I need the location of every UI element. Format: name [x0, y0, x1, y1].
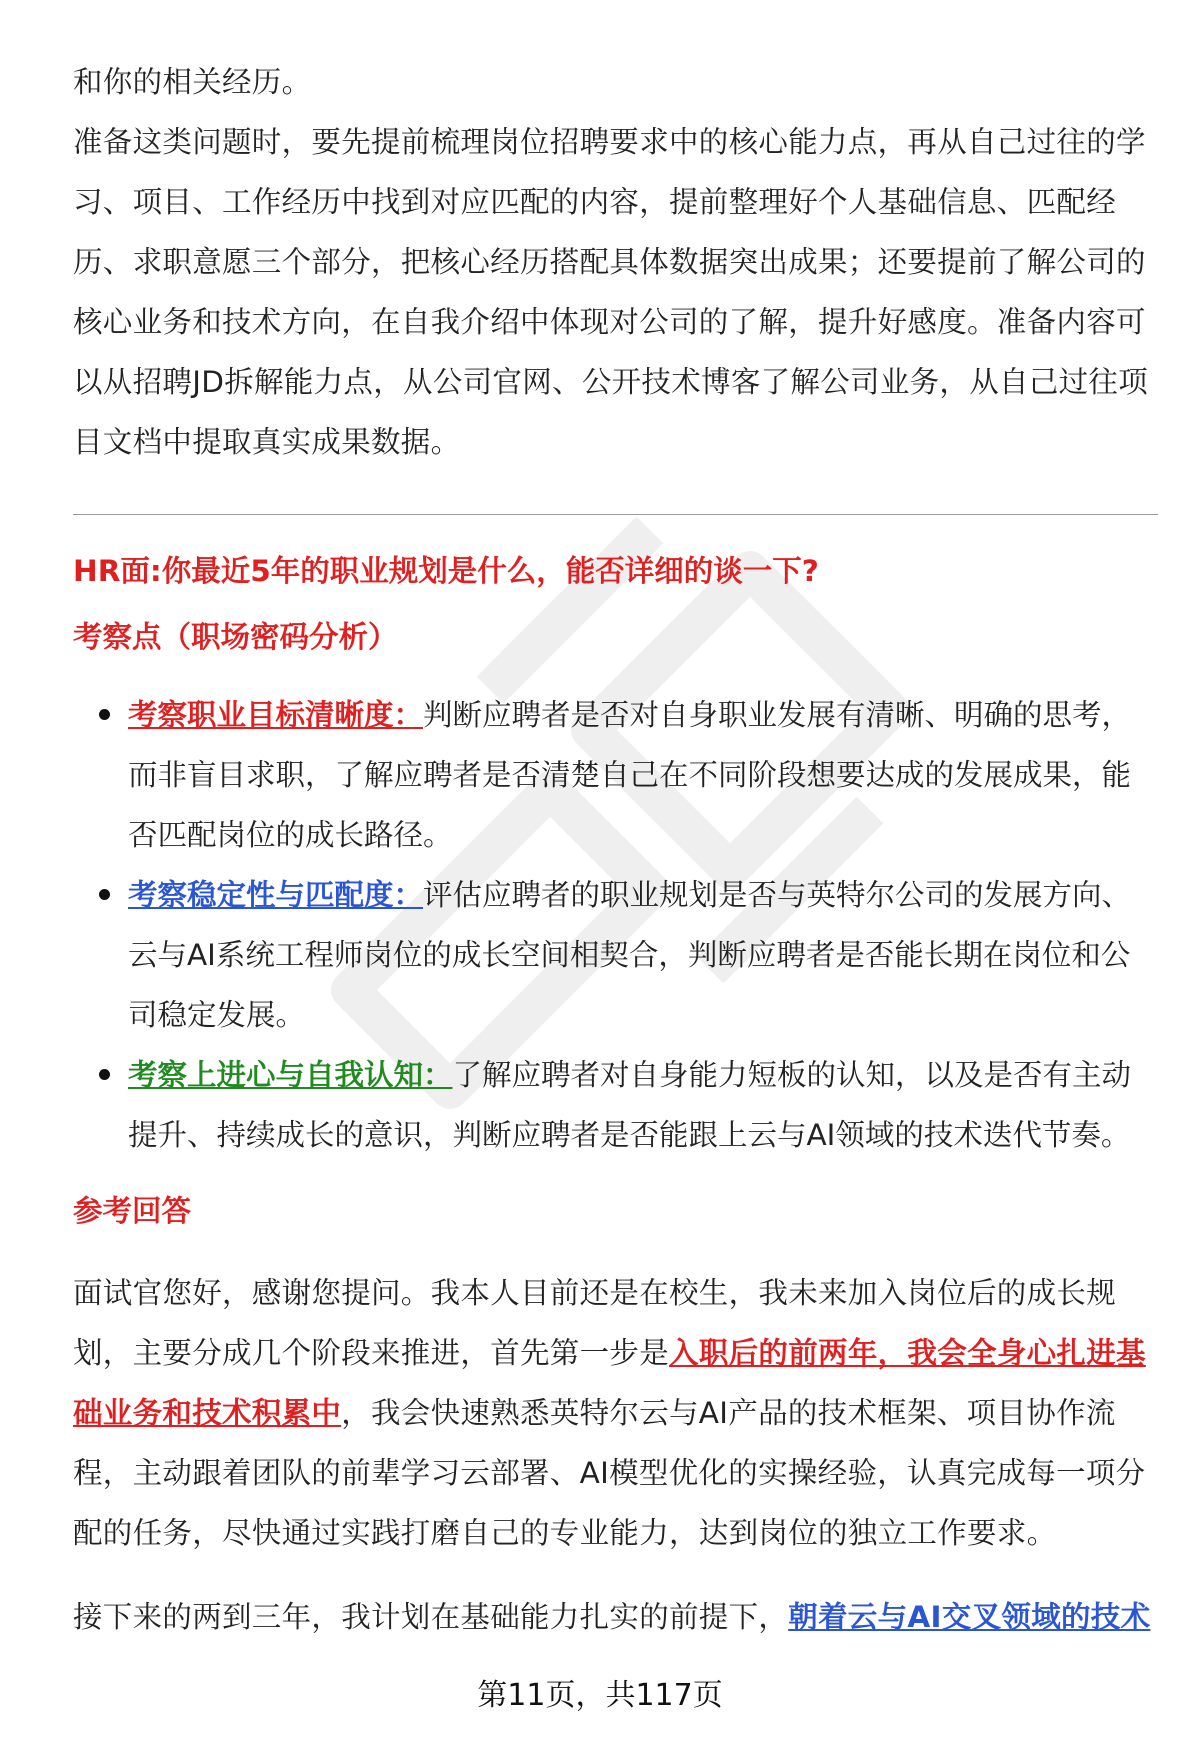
page-number-footer: 第11页，共117页 — [477, 1678, 723, 1713]
assessment-heading: 考察点（职场密码分析） — [73, 620, 398, 654]
point-text: 评估应聘者的职业规划是否与英特尔公司的发展方向、云与AI系统工程师岗位的成长空间相契合，判断应聘者是否能长期在岗位和公司稳定发展。 — [128, 878, 1132, 1032]
assessment-point — [128, 865, 1158, 1045]
intro-continuation: 和你的相关经历。 — [73, 65, 312, 99]
bullet-icon — [99, 889, 110, 900]
bullet-icon — [99, 709, 110, 720]
answer-paragraph-2 — [73, 1587, 1158, 1647]
assessment-point — [128, 685, 1158, 865]
point-key-motivation: 考察上进心与自我认知： — [128, 1058, 453, 1092]
document-page — [73, 52, 1158, 1647]
answer-highlight-blue: 朝着云与AI交叉领域的技术 — [788, 1600, 1151, 1634]
answer-text: ，我会快速熟悉英特尔云与AI产品的技术框架、项目协作流程，主动跟着团队的前辈学习云部署、AI模型优化的实操经验，认真完成每一项分配的任务，尽快通过实践打磨自己的专业能力，达到岗位的独立工作要求。 — [73, 1396, 1146, 1550]
point-text: 判断应聘者是否对自身职业发展有清晰、明确的思考，而非盲目求职，了解应聘者是否清楚自己在不同阶段想要达成的发展成果，能否匹配岗位的成长路径。 — [128, 698, 1132, 852]
answer-text: 面试官您好，感谢您提问。我本人目前还是在校生，我未来加入岗位后的成长规划，主要分成几个阶段来推进，首先第一步是 — [73, 1276, 1117, 1370]
reference-heading: 参考回答 — [73, 1194, 192, 1228]
section-divider — [73, 514, 1158, 515]
point-key-goal-clarity: 考察职业目标清晰度： — [128, 698, 424, 732]
question-heading: HR面:你最近5年的职业规划是什么，能否详细的谈一下? — [73, 554, 819, 588]
point-text: 了解应聘者对自身能力短板的认知，以及是否有主动提升、持续成长的意识，判断应聘者是否能跟上云与AI领域的技术迭代节奏。 — [128, 1058, 1132, 1152]
answer-highlight-red: 入职后的前两年，我会全身心扎进基础业务和技术积累中 — [73, 1336, 1146, 1430]
point-key-stability: 考察稳定性与匹配度： — [128, 878, 424, 912]
assessment-point — [128, 1045, 1158, 1165]
answer-text: 接下来的两到三年，我计划在基础能力扎实的前提下， — [73, 1600, 789, 1634]
answer-paragraph-1 — [73, 1263, 1158, 1563]
bullet-icon — [99, 1069, 110, 1080]
assessment-points — [73, 685, 1158, 1165]
prep-paragraph: 准备这类问题时，要先提前梳理岗位招聘要求中的核心能力点，再从自己过往的学习、项目、工作经历中找到对应匹配的内容，提前整理好个人基础信息、匹配经历、求职意愿三个部分，把核心经历搭配具体数据突出成果；还要提前了解公司的核心业务和技术方向，在自我介绍中体现对公司的了解，提升好感度。准备内容可以从招聘JD拆解能力点，从公司官网、公开技术博客了解公司业务，从自己过往项目文档中提取真实成果数据。 — [73, 125, 1149, 459]
